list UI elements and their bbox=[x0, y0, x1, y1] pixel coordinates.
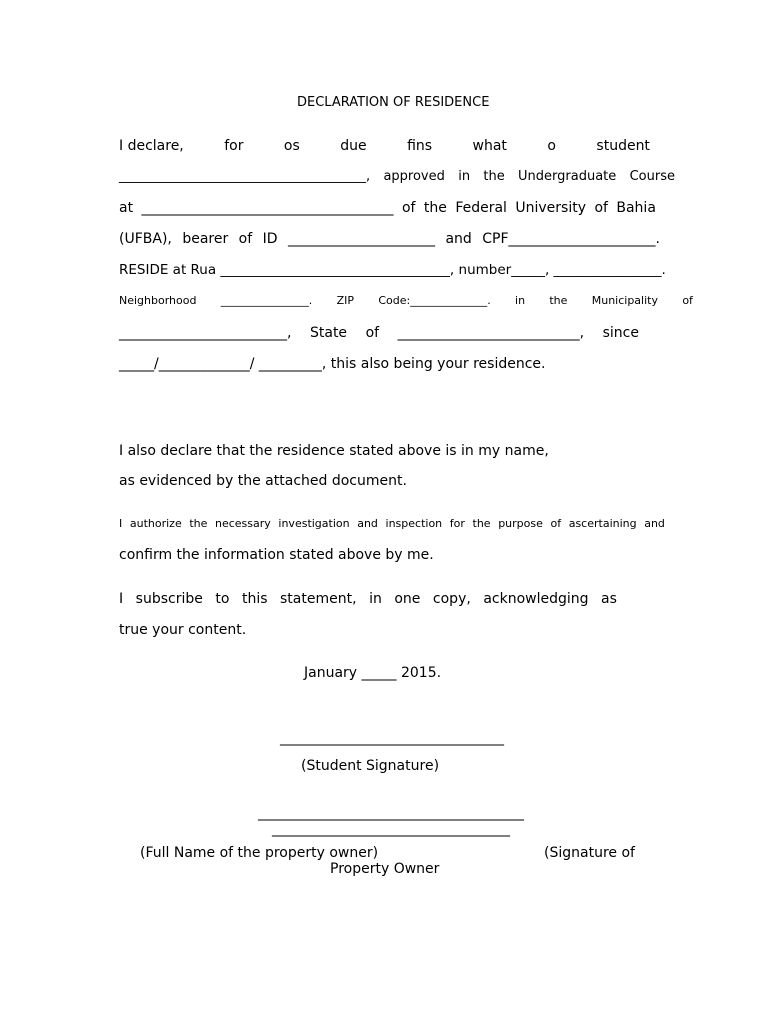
word: o bbox=[547, 138, 556, 154]
word: the bbox=[423, 200, 447, 216]
para1-line7 bbox=[119, 325, 639, 341]
para2-line1: I also declare that the residence stated above is in my name, bbox=[119, 443, 549, 459]
para1-line3 bbox=[119, 200, 656, 216]
blank-field: _____________________ bbox=[288, 231, 435, 247]
owner-name-label: (Full Name of the property owner) bbox=[140, 845, 379, 861]
word: inspection bbox=[385, 517, 443, 530]
word: fins bbox=[407, 138, 433, 154]
word: Municipality bbox=[591, 294, 658, 307]
word: in bbox=[515, 294, 526, 307]
word: of bbox=[594, 200, 608, 216]
word: Neighborhood bbox=[119, 294, 197, 307]
word: due bbox=[340, 138, 367, 154]
para1-line4 bbox=[119, 231, 660, 247]
word: of bbox=[238, 231, 253, 247]
word: ascertaining bbox=[568, 517, 637, 530]
word: Federal bbox=[455, 200, 507, 216]
word: as bbox=[601, 591, 617, 607]
owner-line-2: __________________________________ bbox=[272, 821, 510, 837]
word: and bbox=[357, 517, 378, 530]
para2-line2: as evidenced by the attached document. bbox=[119, 473, 407, 489]
student-signature-line: ________________________________ bbox=[280, 730, 504, 746]
word: investigation bbox=[278, 517, 350, 530]
word: approved bbox=[383, 169, 445, 184]
word: os bbox=[283, 138, 300, 154]
date-line: January _____ 2015. bbox=[304, 665, 442, 681]
para4-line1 bbox=[119, 591, 617, 607]
para1-line6 bbox=[119, 293, 693, 309]
word: of bbox=[682, 294, 693, 307]
blank-field: ________________________, bbox=[119, 325, 292, 341]
word: I bbox=[119, 591, 124, 607]
word: necessary bbox=[215, 517, 271, 530]
para1-line1 bbox=[119, 138, 650, 154]
word: Bahia bbox=[616, 200, 656, 216]
owner-signature-label: (Signature of bbox=[544, 845, 635, 861]
word: authorize bbox=[129, 517, 182, 530]
word: in bbox=[458, 169, 471, 184]
para4-line2: true your content. bbox=[119, 622, 247, 638]
para1-line8: _____/_____________/ _________, this also being your residence. bbox=[119, 356, 546, 372]
word: ID bbox=[262, 231, 278, 247]
student-signature-label: (Student Signature) bbox=[301, 758, 440, 774]
word: purpose bbox=[498, 517, 543, 530]
word: Course bbox=[629, 169, 675, 184]
word: the bbox=[549, 294, 568, 307]
word: of bbox=[550, 517, 562, 530]
word: (UFBA), bbox=[119, 231, 172, 247]
blank-field: ________________. bbox=[220, 294, 313, 307]
word: what bbox=[472, 138, 507, 154]
word: I declare, bbox=[119, 138, 184, 154]
word: statement, bbox=[280, 591, 357, 607]
blank-field: ____________________________________ bbox=[141, 200, 394, 216]
blank-field: __________________________, bbox=[397, 325, 585, 341]
word: and bbox=[445, 231, 472, 247]
word: acknowledging bbox=[483, 591, 589, 607]
word: one bbox=[394, 591, 421, 607]
word: since bbox=[602, 325, 639, 341]
word: for bbox=[224, 138, 244, 154]
word: bearer bbox=[182, 231, 229, 247]
word: and bbox=[644, 517, 665, 530]
owner-line-1: ______________________________________ bbox=[258, 805, 524, 821]
para3-line2: confirm the information stated above by me. bbox=[119, 547, 434, 563]
word: the bbox=[483, 169, 505, 184]
document-title: DECLARATION OF RESIDENCE bbox=[297, 95, 490, 110]
word: at bbox=[119, 200, 134, 216]
word: in bbox=[369, 591, 382, 607]
word: ZIP bbox=[336, 294, 355, 307]
word: State bbox=[309, 325, 348, 341]
word: I bbox=[119, 517, 123, 530]
word: to bbox=[215, 591, 230, 607]
blank-field: Code:______________. bbox=[378, 294, 491, 307]
word: subscribe bbox=[135, 591, 203, 607]
word: the bbox=[189, 517, 208, 530]
word: Undergraduate bbox=[518, 169, 617, 184]
word: this bbox=[241, 591, 268, 607]
blank-field: ______________________________________, bbox=[119, 169, 371, 184]
word: University bbox=[515, 200, 586, 216]
owner-signature-label-2: Property Owner bbox=[330, 861, 440, 877]
word: of bbox=[401, 200, 416, 216]
word: of bbox=[365, 325, 380, 341]
blank-field: CPF_____________________. bbox=[482, 231, 660, 247]
para3-line1 bbox=[119, 516, 665, 532]
word: the bbox=[472, 517, 491, 530]
para1-line2 bbox=[119, 169, 675, 185]
para1-line5: RESIDE at Rua __________________________________, number_____, ________________. bbox=[119, 262, 666, 278]
word: for bbox=[449, 517, 465, 530]
word: student bbox=[596, 138, 650, 154]
word: copy, bbox=[432, 591, 471, 607]
